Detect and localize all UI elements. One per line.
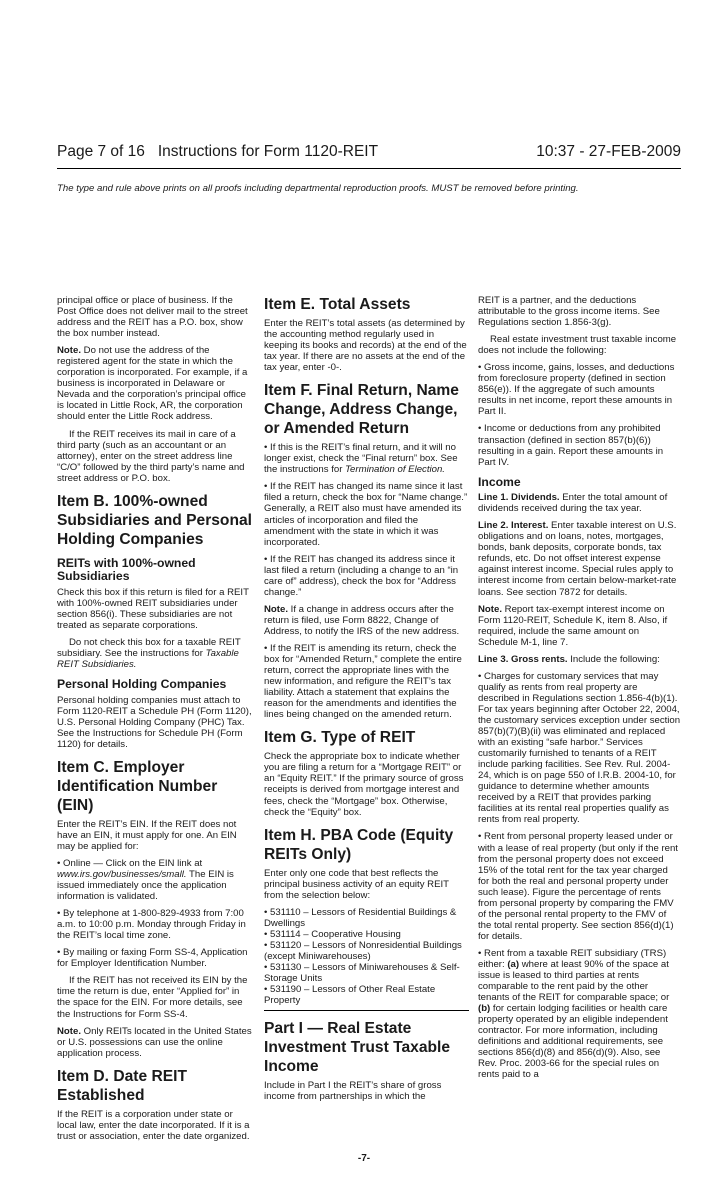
subheading-reits: REITs with 100%-owned Subsidiaries (57, 555, 196, 584)
column-1 (57, 295, 253, 1148)
heading-item-g: Item G. Type of REIT (264, 729, 416, 747)
bullet: • If the REIT is amending its return, check the box for “Amended Return,” complete the entire return, correct the appropriate lines with the new information, and refigure the REIT’s tax liability. Attach a statement that explains the reason for the amendments and identifies the lines being changed on the amended return. (264, 642, 462, 721)
heading-item-h: Item H. PBA Code (Equity REITs Only) (264, 826, 454, 863)
heading-part-1: Part I — Real Estate Investment Trust Taxable Income (264, 1020, 451, 1076)
page-number: -7- (357, 1153, 371, 1164)
bullet: • Rent from personal property leased under or with a lease of real property (but only if the rent from the personal property does not exceed 15% of the total rent for the tax year charged for both the real and personal property under such lease). Figure the percentage of rents from personal property by comparing the FMV of the personal rental property to the FMV of the total rental property. See section 856(d)(1) for details. (478, 831, 678, 942)
paragraph: If the REIT is a corporation under state or local law, enter the date incorporated. If it is a trust or association, enter the date organized. (57, 1108, 250, 1142)
bullet: • If the REIT has changed its address since it last filed a return (including a change to an “in care of” address), check the box for “Address change.” (264, 553, 459, 598)
paragraph: REIT is a partner, and the deductions attributable to the gross income items. See Regulations section 1.856-3(g). (478, 295, 660, 329)
line-1: Line 1. Dividends. Enter the total amount of dividends received during the tax year. (478, 492, 668, 515)
note: Note. Report tax-exempt interest income on Form 1120-REIT, Schedule K, item 8. Also, if required, include the same amount on Schedule M-1, line 7. (478, 603, 668, 648)
bullet: • Charges for customary services that may qualify as rents from real property are described in Regulations section 1.856-4(b)(1). For tax years beginning after October 22, 2004, the customary services exception under section 857(b)(7)(B)(ii) was eliminated and replaced with an existing “safe harbor.” Services customarily furnished to tenants of a REIT include parking facilities. See Rev. Rul. 2004-24, which is on page 550 of I.R.B. 2004-10, for guidance to determine whether amounts received by a REIT that provides parking facilities at its rental real properties qualify as rents from real property. (478, 670, 681, 826)
divider (264, 1010, 469, 1011)
proof-note: The type and rule above prints on all proofs including departmental reproduction proofs. MUST be removed before printing. (57, 183, 579, 194)
line-2: Line 2. Interest. Enter taxable interest on U.S. obligations and on loans, notes, mortgages, bonds, bank deposits, corporate bonds, tax refunds, etc. Do not offset interest expense against interest income. Special rules apply to interest income from certain below-market-rate loans. See section 7872 for details. (478, 520, 677, 598)
bullet: • If this is the REIT’s final return, and it will no longer exist, check the “Final return” box. See the instructions for Termination of Election. (264, 442, 458, 476)
subheading-phc: Personal Holding Companies (57, 677, 227, 692)
note: Note. Only REITs located in the United States or U.S. possessions can use the online application process. (57, 1025, 252, 1059)
header-timestamp: 10:37 - 27-FEB-2009 (536, 143, 681, 160)
paragraph: Check the appropriate box to indicate whether you are filing a return for a “Mortgage REIT” or an “Equity REIT.” If the primary source of gross receipts is derived from mortgage interest and fees, check the “Mortgage” box. Otherwise, check the “Equity” box. (264, 751, 464, 818)
paragraph: principal office or place of business. If the Post Office does not deliver mail to the street address and the REIT has a P.O. box, show the box number instead. (57, 295, 248, 340)
heading-income: Income (478, 474, 521, 489)
heading-item-f: Item F. Final Return, Name Change, Address Change, or Amended Return (264, 382, 459, 438)
heading-item-d: Item D. Date REIT Established (57, 1067, 187, 1104)
bullet: • Online — Click on the EIN link at www.irs.gov/businesses/small. The EIN is issued immediately once the application information is validated. (57, 857, 234, 903)
paragraph: If the REIT receives its mail in care of a third party (such as an accountant or an attorney), enter on the street address line “C/O” followed by the third party’s name and street address or P.O. box. (57, 428, 245, 484)
column-2 (264, 295, 469, 1108)
paragraph: Enter only one code that best reflects the principal business activity of an equity REIT from the selection below: (264, 867, 449, 901)
header-rule (57, 168, 681, 169)
pba-code: • 531110 – Lessors of Residential Buildings & Dwellings (264, 906, 457, 929)
header-page-title: Page 7 of 16 Instructions for Form 1120-REIT (57, 143, 379, 160)
bullet: • Rent from a taxable REIT subsidiary (TRS) either: (a) where at least 90% of the space at issue is leased to third parties at rents comparable to the rent paid by the other tenants of the REIT for comparable space; or (b) for certain lodging facilities or health care property operated by an eligible independent contractor. For more information, including definitions and additional requirements, see sections 856(d)(8) and 856(d)(9). Also, see Rev. Proc. 2003-66 for the special rules on rents paid to a (478, 947, 670, 1081)
note: Note. If a change in address occurs after the return is filed, use Form 8822, Change of Address, to notify the IRS of the new address. (264, 603, 460, 637)
pba-code: • 531190 – Lessors of Other Real Estate Property (264, 984, 436, 1007)
pba-code: • 531130 – Lessors of Miniwarehouses & Self-Storage Units (264, 961, 460, 985)
pba-code: • 531114 – Cooperative Housing (264, 928, 401, 940)
pba-code: • 531120 – Lessors of Nonresidential Buildings (except Miniwarehouses) (264, 939, 462, 962)
bullet: • By mailing or faxing Form SS-4, Application for Employer Identification Number. (57, 947, 248, 970)
heading-item-b: Item B. 100%-owned Subsidiaries and Personal Holding Companies (57, 492, 252, 548)
bullet: • If the REIT has changed its name since it last filed a return, check the box for “Name change.” Generally, a REIT also must have amended its articles of incorporation and filed the amendment with the state in which it was incorporated. (264, 481, 468, 548)
paragraph: Personal holding companies must attach to Form 1120-REIT a Schedule PH (Form 1120), U.S. Personal Holding Company (PHC) Tax. See the Instructions for Schedule PH (Form 1120) for details. (57, 694, 252, 750)
heading-item-e: Item E. Total Assets (264, 296, 411, 313)
paragraph: If the REIT has not received its EIN by the time the return is due, enter “Applied for” in the space for the EIN. For more details, see the Instructions for Form SS-4. (57, 975, 248, 1020)
note: Note. Do not use the address of the registered agent for the state in which the corporation is incorporated. For example, if a business is incorporated in Delaware or Nevada and the corporation’s principal office is located in Little Rock, AR, the corporation should enter the Little Rock address. (57, 345, 248, 423)
paragraph: Check this box if this return is filed for a REIT with 100%-owned REIT subsidiaries under section 856(i). These subsidiaries are not treated as separate corporations. (57, 586, 249, 631)
column-3 (478, 295, 681, 1087)
ein-link: www.irs.gov/businesses/small. (57, 869, 187, 880)
bullet: • Income or deductions from any prohibited transaction (defined in section 857(b)(6)) resulting in a gain. Report these amounts in Part IV. (478, 423, 664, 468)
paragraph: Do not check this box for a taxable REIT subsidiary. See the instructions for Taxable REIT Subsidiaries. (57, 636, 241, 671)
bullet: • By telephone at 1-800-829-4933 from 7:00 a.m. to 10:00 p.m. Monday through Friday in the REIT’s local time zone. (57, 908, 246, 942)
line-3: Line 3. Gross rents. Include the following: (478, 653, 660, 665)
paragraph: Include in Part I the REIT’s share of gross income from partnerships in which the (264, 1080, 442, 1103)
bullet: • Gross income, gains, losses, and deductions from foreclosure property (defined in section 856(e)). If the aggregate of such amounts results in net income, report these amounts in Part II. (478, 362, 675, 418)
paragraph: Enter the REIT’s total assets (as determined by the accounting method regularly used in keeping its books and records) at the end of the tax year. If there are no assets at the end of the tax year, enter -0-. (264, 318, 467, 374)
heading-item-c: Item C. Employer Identification Number (EIN) (57, 758, 218, 814)
paragraph: Enter the REIT’s EIN. If the REIT does not have an EIN, it must apply for one. An EIN may be applied for: (57, 818, 237, 852)
paragraph: Real estate investment trust taxable income does not include the following: (478, 334, 677, 357)
